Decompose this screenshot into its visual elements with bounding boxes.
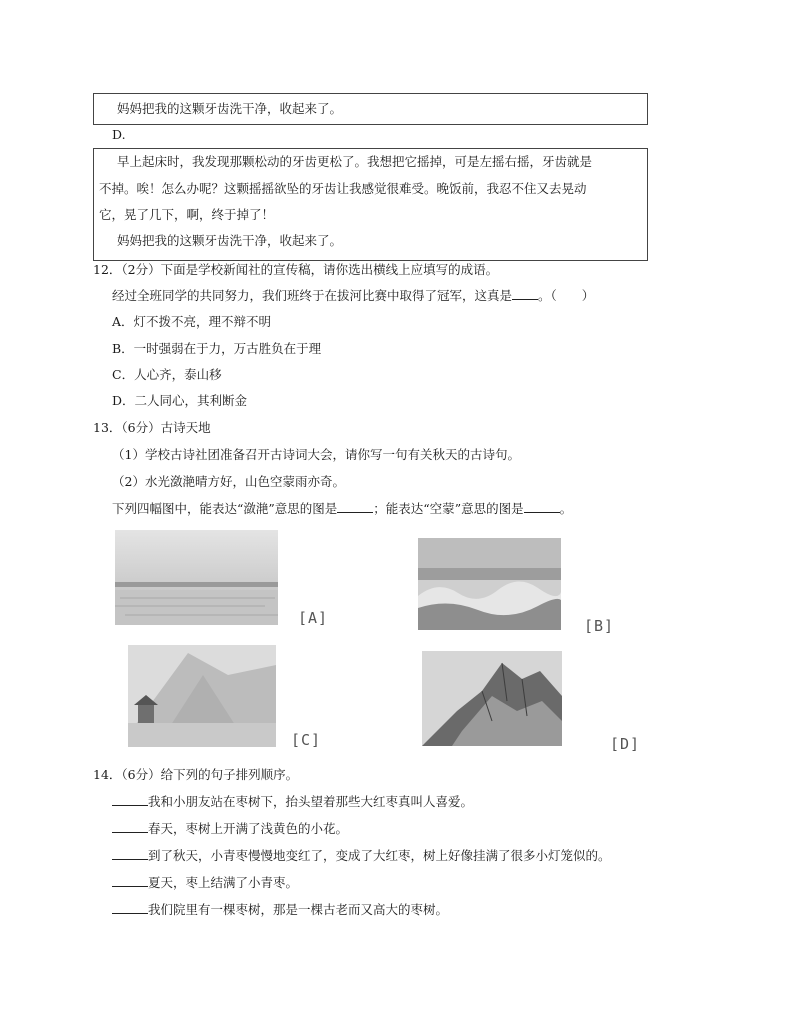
q13-part1: （1）学校古诗社团准备召开古诗词大会，请你写一句有关秋天的古诗句。 — [112, 447, 520, 462]
q12-stem-after: 。（ ） — [538, 288, 595, 303]
landscape-image-d — [422, 651, 562, 746]
q12-title: 12．（2分）下面是学校新闻社的宣传稿，请你选出横线上应填写的成语。 — [93, 262, 499, 277]
q13-stem-c: 。 — [559, 501, 573, 516]
q14-item-2 — [112, 823, 348, 836]
q14-order-blank-3[interactable] — [112, 859, 148, 860]
image-label-d: [D] — [610, 735, 641, 753]
image-label-a: [A] — [298, 609, 329, 627]
image-label-b: [B] — [584, 617, 615, 635]
q14-item-5 — [112, 904, 448, 917]
landscape-image-b — [418, 538, 561, 630]
option-d-line-3: 它，晃了几下，啊，终于掉了！ — [99, 207, 275, 222]
q13-blank-1[interactable] — [337, 512, 373, 513]
q13-part2: （2）水光潋滟晴方好，山色空蒙雨亦奇。 — [112, 474, 345, 489]
misty-mountain-picture — [128, 645, 276, 747]
q12-answer-blank[interactable] — [512, 299, 538, 300]
landscape-image-a — [115, 530, 278, 625]
rocky-peak-picture — [422, 651, 562, 746]
q14-sentence-5: 我们院里有一棵枣树，那是一棵古老而又高大的枣树。 — [148, 902, 449, 917]
q14-order-blank-4[interactable] — [112, 886, 148, 887]
q14-order-blank-2[interactable] — [112, 832, 148, 833]
q14-sentence-4: 夏天，枣上结满了小青枣。 — [148, 875, 299, 890]
q14-order-blank-5[interactable] — [112, 913, 148, 914]
q13-blank-2[interactable] — [524, 512, 560, 513]
q12-option-c[interactable]: C．人心齐，泰山移 — [112, 367, 222, 382]
q14-item-4 — [112, 877, 298, 890]
q12-stem — [112, 290, 594, 303]
previous-option-text: 妈妈把我的这颗牙齿洗干净，收起来了。 — [117, 101, 343, 116]
q12-stem-before: 经过全班同学的共同努力，我们班终于在拔河比赛中取得了冠军，这真是 — [112, 288, 513, 303]
misty-lake-picture — [115, 530, 278, 625]
q14-sentence-2: 春天，枣树上开满了浅黄色的小花。 — [148, 821, 349, 836]
q14-sentence-1: 我和小朋友站在枣树下，抬头望着那些大红枣真叫人喜爱。 — [148, 794, 474, 809]
sea-waves-picture — [418, 538, 561, 630]
option-d-box — [93, 148, 648, 261]
q14-title: 14．（6分）给下列的句子排列顺序。 — [93, 767, 299, 782]
q14-item-3 — [112, 850, 611, 863]
q12-option-a[interactable]: A．灯不拨不亮，理不辩不明 — [112, 314, 272, 329]
option-d-label: D. — [112, 127, 126, 142]
q13-title: 13．（6分）古诗天地 — [93, 420, 211, 435]
q13-stem — [112, 503, 572, 516]
previous-option-box — [93, 93, 648, 125]
option-d-line-4: 妈妈把我的这颗牙齿洗干净，收起来了。 — [117, 233, 343, 248]
landscape-image-c — [128, 645, 276, 747]
q14-sentence-3: 到了秋天，小青枣慢慢地变红了，变成了大红枣，树上好像挂满了很多小灯笼似的。 — [148, 848, 611, 863]
q14-item-1 — [112, 796, 473, 809]
option-d-line-1: 早上起床时，我发现那颗松动的牙齿更松了。我想把它摇掉，可是左摇右摇，牙齿就是 — [117, 154, 593, 169]
q14-order-blank-1[interactable] — [112, 805, 148, 806]
image-label-c: [C] — [291, 731, 322, 749]
q13-stem-a: 下列四幅图中，能表达“潋滟”意思的图是 — [112, 501, 338, 516]
q12-option-b[interactable]: B．一时强弱在于力，万古胜负在于理 — [112, 341, 322, 356]
q13-stem-b: ；能表达“空蒙”意思的图是 — [373, 501, 524, 516]
option-d-line-2: 不掉。唉！怎么办呢？这颗摇摇欲坠的牙齿让我感觉很难受。晚饭前，我忍不住又去晃动 — [99, 181, 587, 196]
q12-option-d[interactable]: D．二人同心，其利断金 — [112, 393, 248, 408]
